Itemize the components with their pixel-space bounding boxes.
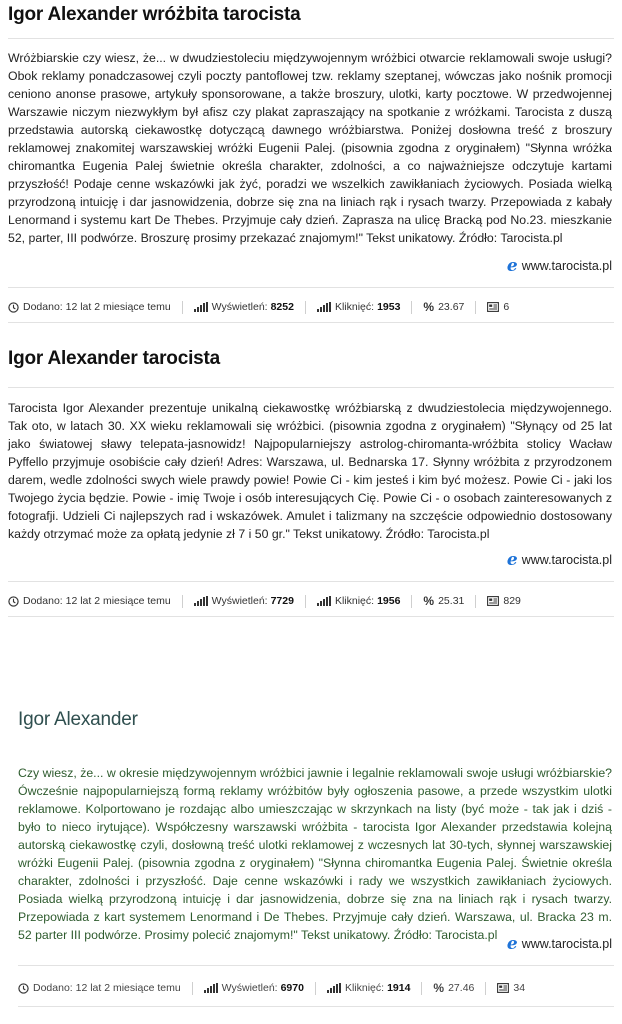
stat-count — [487, 301, 509, 313]
clicks-value: 1914 — [387, 982, 411, 994]
article-body: Tarocista Igor Alexander prezentuje unikalną ciekawostkę wróżbiarską z dwudziestolecia międzywojennego. Tak oto, w latach 30. XX wieku reklamowali się wróżbici. (pisownia zgodna z oryginałem) "Słynący od 25 lat jako światowej sławy telepata-jasnowidz! Najpopularniejszy astrolog-chiromanta-wróżbita stolicy Wacław Pyffello przyjmuje osobiście cały dzień! Adres: Warszawa, ul. Bednarska 17. Słynny wróżbita z przyrodzonem darem, wedle zdolności swych wiele prawdy powie! Powie Ci - kim jesteś i kim być możesz. Powie Ci - jaki los Twojego życia będzie. Powie - imię Twoje i osób interesujących Cię. Powie Ci - o osobach zainteresowanych z fotografji. Udzieli Ci najlepszych rad i wskazówek. Amulet i talizmany na szczęście odpowiednio dostosowany każdy otrzymać może za opłatą jedynie zł 7 i 50 gr." Tekst unikatowy. Źródło: Tarocista.pl — [8, 401, 612, 541]
separator — [421, 982, 422, 995]
divider — [8, 616, 614, 617]
signal-bars-icon — [317, 302, 331, 312]
stat-ratio — [423, 300, 464, 314]
image-icon — [487, 302, 499, 312]
stat-added — [18, 982, 181, 994]
stat-views — [194, 595, 294, 607]
separator — [475, 595, 476, 608]
count-value: 34 — [513, 982, 526, 994]
ie-browser-icon: e — [506, 256, 518, 276]
separator — [192, 982, 193, 995]
stats-bar — [8, 298, 614, 316]
added-text: Dodano: 12 lat 2 miesiące temu — [23, 595, 171, 607]
article-title[interactable]: Igor Alexander wróżbita tarocista — [8, 4, 301, 25]
separator — [411, 301, 412, 314]
stat-count — [497, 982, 525, 994]
article-body: Wróżbiarskie czy wiesz, że... w dwudziestoleciu międzywojennym wróżbici otwarcie reklamowali swoje usługi? Obok reklamy ponadczasowej czyli poczty pantoflowej tzw. reklamy szeptanej, wówczas jako nośnik promocji ceniono anonse prasowe, artykuły sponsorowane, a także broszury, ulotki, karty pocztowe. W przedwojennej Warszawie niczym niezwykłym był afisz czy plakat zapraszający na spotkanie z wróżkami. Tarocista z duszą przedstawia autorską ciekawostkę dotyczącą dawnego wróżbiarstwa. Poniżej dosłowna treść z broszury reklamowej znakomitej warszawskiej wróżki Eugenii Palej. (pisownia zgodna z oryginałem) "Słynna wróżka chiromantka Eugenia Palej świetnie określa charakter, zdolności, a co najważniejsze odczytuje kartami przyszłość! Podaje cenne wskazówki jak żyć, poradzi we wszelkich zawikłaniach życiowych. Posiada wielką przyrodzoną intuicję i dar jasnowidzenia, dobrze się zna na liniach rąk i rysach twarzy. Przepowiada z kabały Lenormand i systemu kart De Thebes. Przyjmuje cały dzień. Zaprasza na ulicę Bracką pod No.23. mieszkanie 52, parter, III podwórze. Broszurę prosimy przekazać znajomym!" Tekst unikatowy. Źródło: Tarocista.pl — [8, 51, 612, 245]
signal-bars-icon — [204, 983, 218, 993]
count-value: 829 — [503, 595, 521, 607]
article-body: Czy wiesz, że... w okresie międzywojennym wróżbici jawnie i legalnie reklamowali swoje usługi wróżbiarskie? Ówcześnie najpopularniejszą formą reklamy wróżbitów były ogłoszenia pasowe, a przede wszystkim ulotki reklamowe. Kolportowano je rozdając albo umieszczając w skrzynkach na listy (być może - tak jak i dziś - było to nieco irytujące). Współczesny warszawski wróżbita - tarocista Igor Alexander przedstawia kolejną autorską ciekawostkę czyli, dosłowną treść ulotki reklamowej z wczesnych lat 30-tych, słynnej warszawskiej wróżki Eugenii Palej. (pisownia zgodna z oryginałem) "Słynna chiromantka Eugenia Palej. Świetnie określa charakter, zdolności i przyszłość. Daje cenne wskazówki i rady we wszystkich zawikłaniach życiowych. Posiada wielką przyrodzoną intuicję i dar jasnowidzenia, dobrze się zna na liniach rąk i rysach twarzy. Przepowiada z kart systemem Lenormand i De Thebes. Przyjmuje cały dzień. Warszawa, ul. Bracka 23 m. 52 parter III podwórze. Prosimy polecić znajomym!" Tekst unikatowy. Źródło: Tarocista.pl — [18, 766, 612, 942]
divider — [8, 322, 614, 323]
views-label: Wyświetleń: — [221, 982, 278, 994]
source-link-label: www.tarocista.pl — [521, 259, 612, 273]
stat-added — [8, 301, 171, 313]
stat-views — [194, 301, 294, 313]
percent-icon: % — [423, 300, 435, 314]
signal-bars-icon — [194, 596, 208, 606]
article-2 — [0, 344, 622, 624]
stat-clicks — [317, 595, 400, 607]
clicks-label: Kliknięć: — [334, 595, 375, 607]
separator — [411, 595, 412, 608]
stat-views — [204, 982, 304, 994]
signal-bars-icon — [194, 302, 208, 312]
image-icon — [497, 983, 509, 993]
ie-browser-icon: e — [506, 550, 518, 570]
article-title[interactable]: Igor Alexander tarocista — [8, 348, 221, 369]
clicks-value: 1953 — [377, 301, 401, 313]
divider — [18, 1006, 614, 1007]
article-title[interactable]: Igor Alexander — [18, 709, 138, 730]
signal-bars-icon — [317, 596, 331, 606]
ratio-value: 27.46 — [448, 982, 475, 994]
stats-bar — [18, 979, 614, 997]
ratio-value: 23.67 — [438, 301, 465, 313]
image-icon — [487, 596, 499, 606]
stat-count — [487, 595, 521, 607]
added-text: Dodano: 12 lat 2 miesiące temu — [33, 982, 181, 994]
clock-icon — [18, 983, 29, 994]
clicks-label: Kliknięć: — [334, 301, 375, 313]
stat-ratio — [433, 981, 474, 995]
source-link[interactable] — [506, 256, 612, 276]
article-1 — [0, 0, 622, 330]
stat-added — [8, 595, 171, 607]
percent-icon: % — [433, 981, 445, 995]
divider — [18, 965, 614, 966]
separator — [305, 595, 306, 608]
separator — [485, 982, 486, 995]
divider — [8, 38, 614, 39]
stats-bar — [8, 592, 614, 610]
signal-bars-icon — [327, 983, 341, 993]
article-3 — [0, 700, 622, 1020]
views-value: 7729 — [270, 595, 294, 607]
stat-clicks — [327, 982, 410, 994]
source-link[interactable] — [506, 550, 612, 570]
clock-icon — [8, 302, 19, 313]
stat-ratio — [423, 594, 464, 608]
separator — [182, 301, 183, 314]
source-link[interactable] — [506, 934, 612, 954]
clicks-value: 1956 — [377, 595, 401, 607]
clock-icon — [8, 596, 19, 607]
divider — [8, 581, 614, 582]
source-link-label: www.tarocista.pl — [521, 937, 612, 951]
divider — [8, 287, 614, 288]
divider — [8, 387, 614, 388]
ie-browser-icon: e — [506, 934, 518, 954]
separator — [182, 595, 183, 608]
views-value: 8252 — [270, 301, 294, 313]
separator — [315, 982, 316, 995]
source-link-label: www.tarocista.pl — [521, 553, 612, 567]
count-value: 6 — [503, 301, 510, 313]
percent-icon: % — [423, 594, 435, 608]
ratio-value: 25.31 — [438, 595, 465, 607]
stat-clicks — [317, 301, 400, 313]
views-label: Wyświetleń: — [211, 595, 268, 607]
added-text: Dodano: 12 lat 2 miesiące temu — [23, 301, 171, 313]
views-value: 6970 — [280, 982, 304, 994]
views-label: Wyświetleń: — [211, 301, 268, 313]
clicks-label: Kliknięć: — [344, 982, 385, 994]
separator — [305, 301, 306, 314]
separator — [475, 301, 476, 314]
